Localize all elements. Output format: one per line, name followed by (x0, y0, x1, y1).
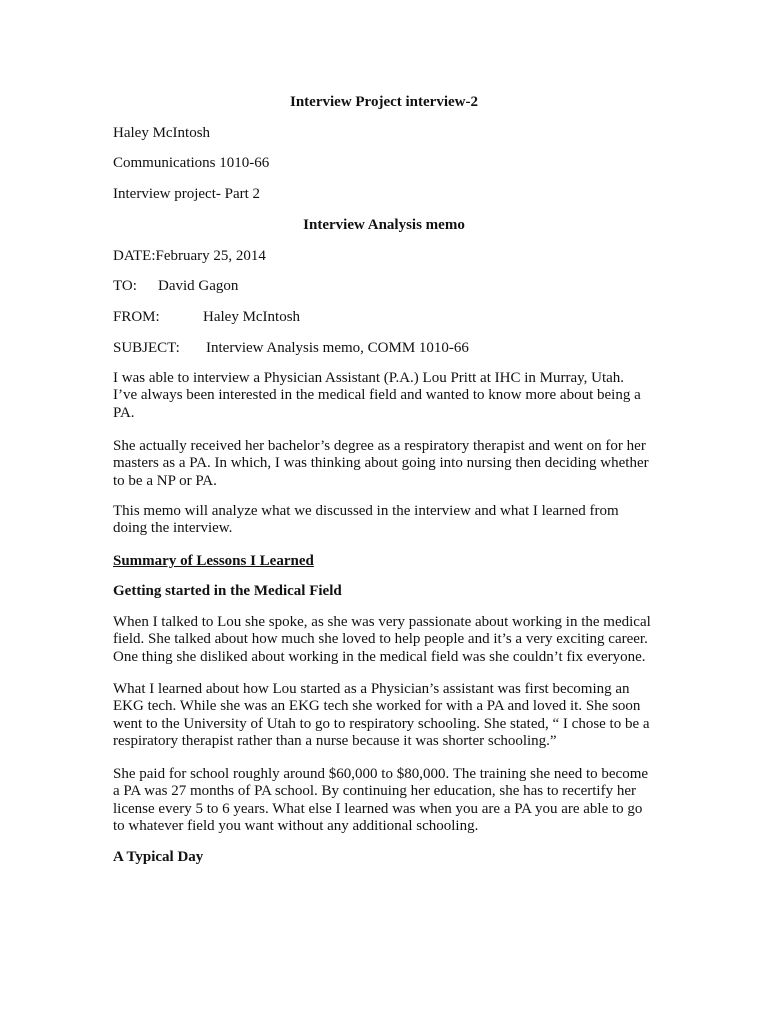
memo-from-value: Haley McIntosh (203, 309, 301, 325)
paragraph-line: I’ve always been interested in the medical field and wanted to know more about being a (113, 387, 641, 404)
project-name: Interview project- Part 2 (113, 186, 261, 202)
paragraph-line: When I talked to Lou she spoke, as she was very passionate about working in the medical (113, 614, 651, 630)
section-heading-getting-started: Getting started in the Medical Field (113, 583, 342, 599)
paragraph-line: PA. (113, 404, 135, 421)
summary-paragraph-1 (113, 614, 661, 666)
intro-paragraph-3 (113, 503, 661, 538)
memo-subject-label: SUBJECT: (113, 340, 180, 356)
paragraph-line: license every 5 to 6 years. What else I learned was when you are a PA you are able to go (113, 800, 643, 817)
summary-heading: Summary of Lessons I Learned (113, 553, 314, 569)
paragraph-line: What I learned about how Lou started as a Physician’s assistant was first becoming an (113, 681, 630, 697)
course-name: Communications 1010-66 (113, 155, 270, 171)
paragraph-line: She actually received her bachelor’s degree as a respiratory therapist and went on for her (113, 438, 646, 454)
paragraph-line: a PA was 27 months of PA school. By continuing her education, she has to recertify her (113, 783, 636, 800)
section-heading-typical-day: A Typical Day (113, 849, 204, 865)
author-name: Haley McIntosh (113, 125, 211, 141)
paragraph-line: masters as a PA. In which, I was thinking about going into nursing then deciding whether (113, 455, 649, 472)
summary-paragraph-3 (113, 766, 661, 836)
intro-paragraph-1 (113, 370, 661, 422)
paragraph-line: went to the University of Utah to go to respiratory schooling. She stated, “ I chose to be a (113, 715, 650, 732)
paragraph-line: doing the interview. (113, 520, 233, 537)
paragraph-line: EKG tech. While she was an EKG tech she worked for with a PA and loved it. She soon (113, 698, 641, 715)
summary-paragraph-2 (113, 681, 661, 751)
paragraph-line: to be a NP or PA. (113, 472, 217, 489)
paragraph-line: One thing she disliked about working in the medical field was she couldn’t fix everyone. (113, 648, 646, 665)
memo-to-row (113, 278, 238, 295)
memo-date-row (113, 248, 266, 265)
memo-from-label: FROM: (113, 309, 160, 325)
paragraph-line: She paid for school roughly around $60,000 to $80,000. The training she need to become (113, 766, 649, 782)
memo-from-row (113, 309, 300, 326)
memo-date-value: February 25, 2014 (155, 248, 266, 264)
document-title: Interview Project interview-2 (290, 94, 478, 110)
memo-date-label: DATE: (113, 248, 156, 264)
memo-subject-row (113, 340, 469, 357)
intro-paragraph-2 (113, 438, 661, 490)
paragraph-line: I was able to interview a Physician Assistant (P.A.) Lou Pritt at IHC in Murray, Utah. (113, 370, 625, 386)
paragraph-line: respiratory therapist rather than a nurse because it was shorter schooling.” (113, 733, 557, 750)
memo-to-label: TO: (113, 278, 137, 294)
paragraph-line: This memo will analyze what we discussed in the interview and what I learned from (113, 503, 619, 519)
paragraph-line: field. She talked about how much she loved to help people and it’s a very exciting career. (113, 631, 648, 648)
memo-to-value: David Gagon (158, 278, 239, 294)
paragraph-line: to whatever field you want without any additional schooling. (113, 818, 479, 835)
memo-heading: Interview Analysis memo (303, 217, 465, 233)
memo-subject-value: Interview Analysis memo, COMM 1010-66 (206, 340, 469, 356)
